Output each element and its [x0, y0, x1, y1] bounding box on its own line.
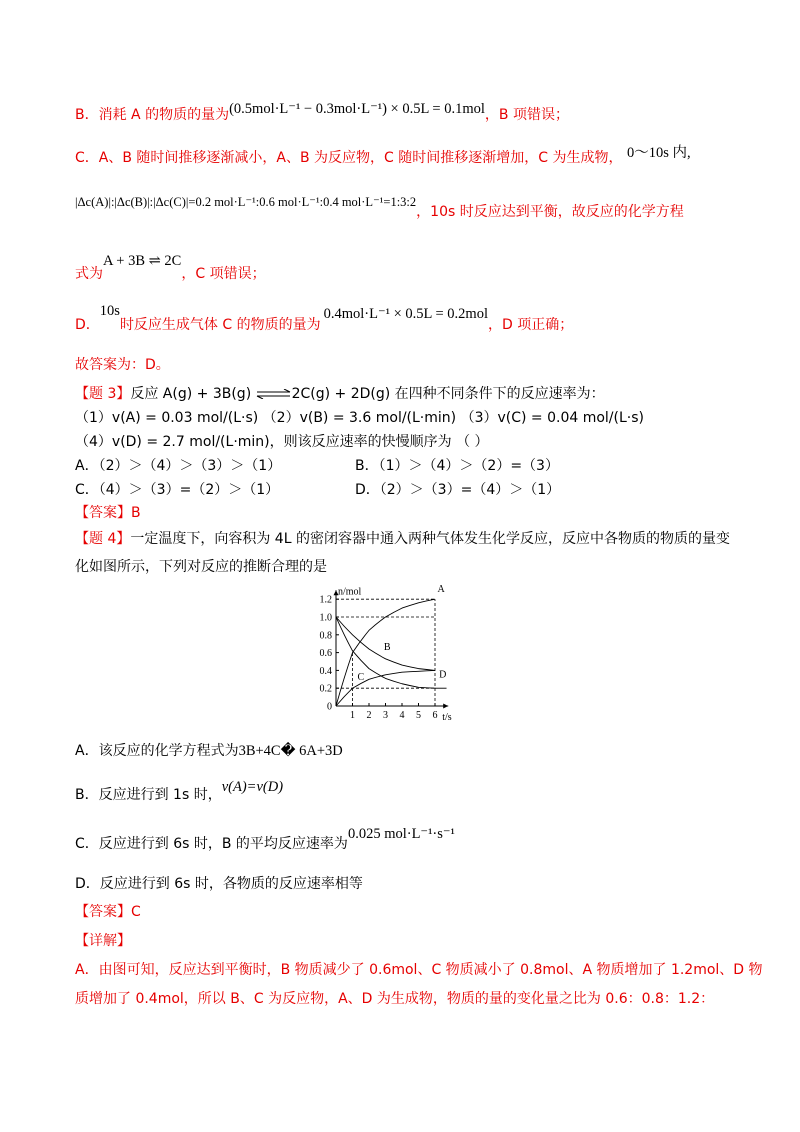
explain-c-equation: A + 3B ⇌ 2C: [103, 253, 182, 269]
y-tick-label: 1.0: [319, 612, 332, 624]
q4-option-b-eq: v(A)=v(D): [221, 779, 284, 795]
explain-c-ratio: |Δc(A)|:|Δc(B)|:|Δc(C)|=0.2 mol·L⁻¹:0.6 mol·L⁻¹:0.4 mol·L⁻¹=1:3:2: [75, 195, 417, 209]
explain-b-line: [75, 101, 569, 124]
x-axis-arrow: [443, 704, 448, 709]
y-tick-label: 0.6: [319, 648, 332, 660]
equilibrium-arrow-icon: [256, 389, 292, 399]
y-axis-label: n/mol: [338, 586, 362, 598]
answer-conclusion: 故答案为：D。: [75, 357, 170, 373]
q4-stem1-text: 一定温度下，向容积为 4L 的密闭容器中通入两种气体发生化学反应，反应中各物质的物质的量变: [130, 531, 730, 547]
x-tick-label: 4: [399, 710, 405, 720]
x-tick-label: 3: [383, 710, 388, 720]
q4-option-c-eq: 0.025 mol·L⁻¹·s⁻¹: [347, 826, 455, 842]
explain-b-suffix: ，B 项错误；: [484, 107, 569, 123]
q4-option-c-text: C．反应进行到 6s 时，B 的平均反应速率为: [75, 836, 348, 852]
x-tick-label: 2: [366, 710, 372, 720]
explain-d-suffix: ，D 项正确；: [487, 317, 574, 333]
explain-c-range: 0～10s 内,: [626, 145, 691, 161]
explain-b-formula: (0.5mol·L⁻¹ − 0.3mol·L⁻¹) × 0.5L = 0.1mol: [229, 101, 485, 117]
explain-c-line3: [75, 253, 266, 282]
q3-tag: 【题 3】: [75, 386, 131, 402]
q4-detail-line1: A．由图可知，反应达到平衡时，B 物质减少了 0.6mol、C 物质减小了 0.8mol、A 物质增加了 1.2mol、D 物: [75, 962, 763, 978]
series-line-D: [336, 670, 435, 706]
q4-tag: 【题 4】: [75, 531, 131, 547]
y-tick-label: 1.2: [319, 594, 332, 606]
q3-stem-a: 反应 A(g) + 3B(g): [130, 386, 256, 402]
y-tick-label: 0.2: [319, 683, 332, 695]
q4-option-a-eq: 3B+4C� 6A+3D: [238, 743, 343, 759]
explain-c-line1: [75, 145, 691, 167]
q4-stem2: 化如图所示，下列对反应的推断合理的是: [75, 559, 327, 575]
explain-d-prefix: D．: [75, 317, 100, 333]
x-axis-label: t/s: [442, 712, 452, 720]
explain-d-time: 10s: [99, 303, 120, 319]
q4-option-b: [75, 778, 284, 803]
q4-option-a-text: A．该反应的化学方程式为: [75, 743, 239, 759]
explain-b-prefix: B．消耗 A 的物质的量为: [75, 107, 230, 123]
q3-stem-b: 2C(g) + 2D(g) 在四种不同条件下的反应速率为：: [291, 386, 605, 402]
explain-c-text1: C．A、B 随时间推移逐渐减小，A、B 为反应物，C 随时间推移逐渐增加，C 为生成物，: [75, 150, 623, 166]
q4-stem1: [75, 530, 730, 548]
explain-c-text2: ，10s 时反应达到平衡，故反应的化学方程: [416, 204, 684, 220]
q4-option-a: [75, 742, 343, 760]
x-tick-label: 6: [432, 710, 438, 720]
q3-option-c: C．（4）＞（3）=（2）＞（1）: [75, 482, 280, 498]
x-tick-label: 5: [416, 710, 421, 720]
series-label-C: C: [357, 672, 365, 684]
q3-stem: [75, 385, 605, 403]
q4-answer: 【答案】C: [75, 904, 141, 920]
explain-c-line2: [75, 193, 684, 220]
explain-d-middle: 时反应生成气体 C 的物质的量为: [119, 317, 321, 333]
q3-option-b: B．（1）＞（4）＞（2）=（3）: [355, 458, 559, 474]
q3-option-d: D．（2）＞（3）=（4）＞（1）: [355, 482, 561, 498]
explain-c-suffix3: ，C 项错误；: [181, 266, 266, 282]
explain-d-formula: 0.4mol·L⁻¹ × 0.5L = 0.2mol: [323, 306, 488, 322]
q3-cond2: （4）v(D) = 2.7 mol/(L·min)，则该反应速率的快慢顺序为 （ ）: [75, 434, 489, 450]
q4-option-c: [75, 825, 455, 852]
q4-option-d: D．反应进行到 6s 时，各物质的反应速率相等: [75, 876, 363, 892]
explain-c-prefix3: 式为: [75, 266, 103, 282]
y-tick-label: 0.8: [319, 630, 332, 642]
mole-time-chart: [300, 585, 500, 720]
series-label-A: A: [437, 585, 445, 596]
explain-d-line: [75, 303, 574, 333]
series-label-B: B: [383, 641, 391, 653]
q4-detail-tag: 【详解】: [75, 933, 131, 949]
q3-option-a: A．（2）＞（4）＞（3）＞（1）: [75, 458, 282, 474]
y-tick-label: 0.4: [319, 665, 332, 677]
y-tick-label: 0: [327, 701, 332, 713]
x-tick-label: 1: [350, 710, 355, 720]
q4-option-b-text: B．反应进行到 1s 时，: [75, 787, 222, 803]
q4-detail-line2: 质增加了 0.4mol，所以 B、C 为反应物，A、D 为生成物，物质的量的变化量之比为 0.6：0.8：1.2：: [75, 991, 715, 1007]
q3-answer: 【答案】B: [75, 505, 141, 521]
series-label-D: D: [439, 669, 447, 681]
q3-cond1: （1）v(A) = 0.03 mol/(L·s) （2）v(B) = 3.6 mol/(L·min) （3）v(C) = 0.04 mol/(L·s): [75, 410, 644, 426]
